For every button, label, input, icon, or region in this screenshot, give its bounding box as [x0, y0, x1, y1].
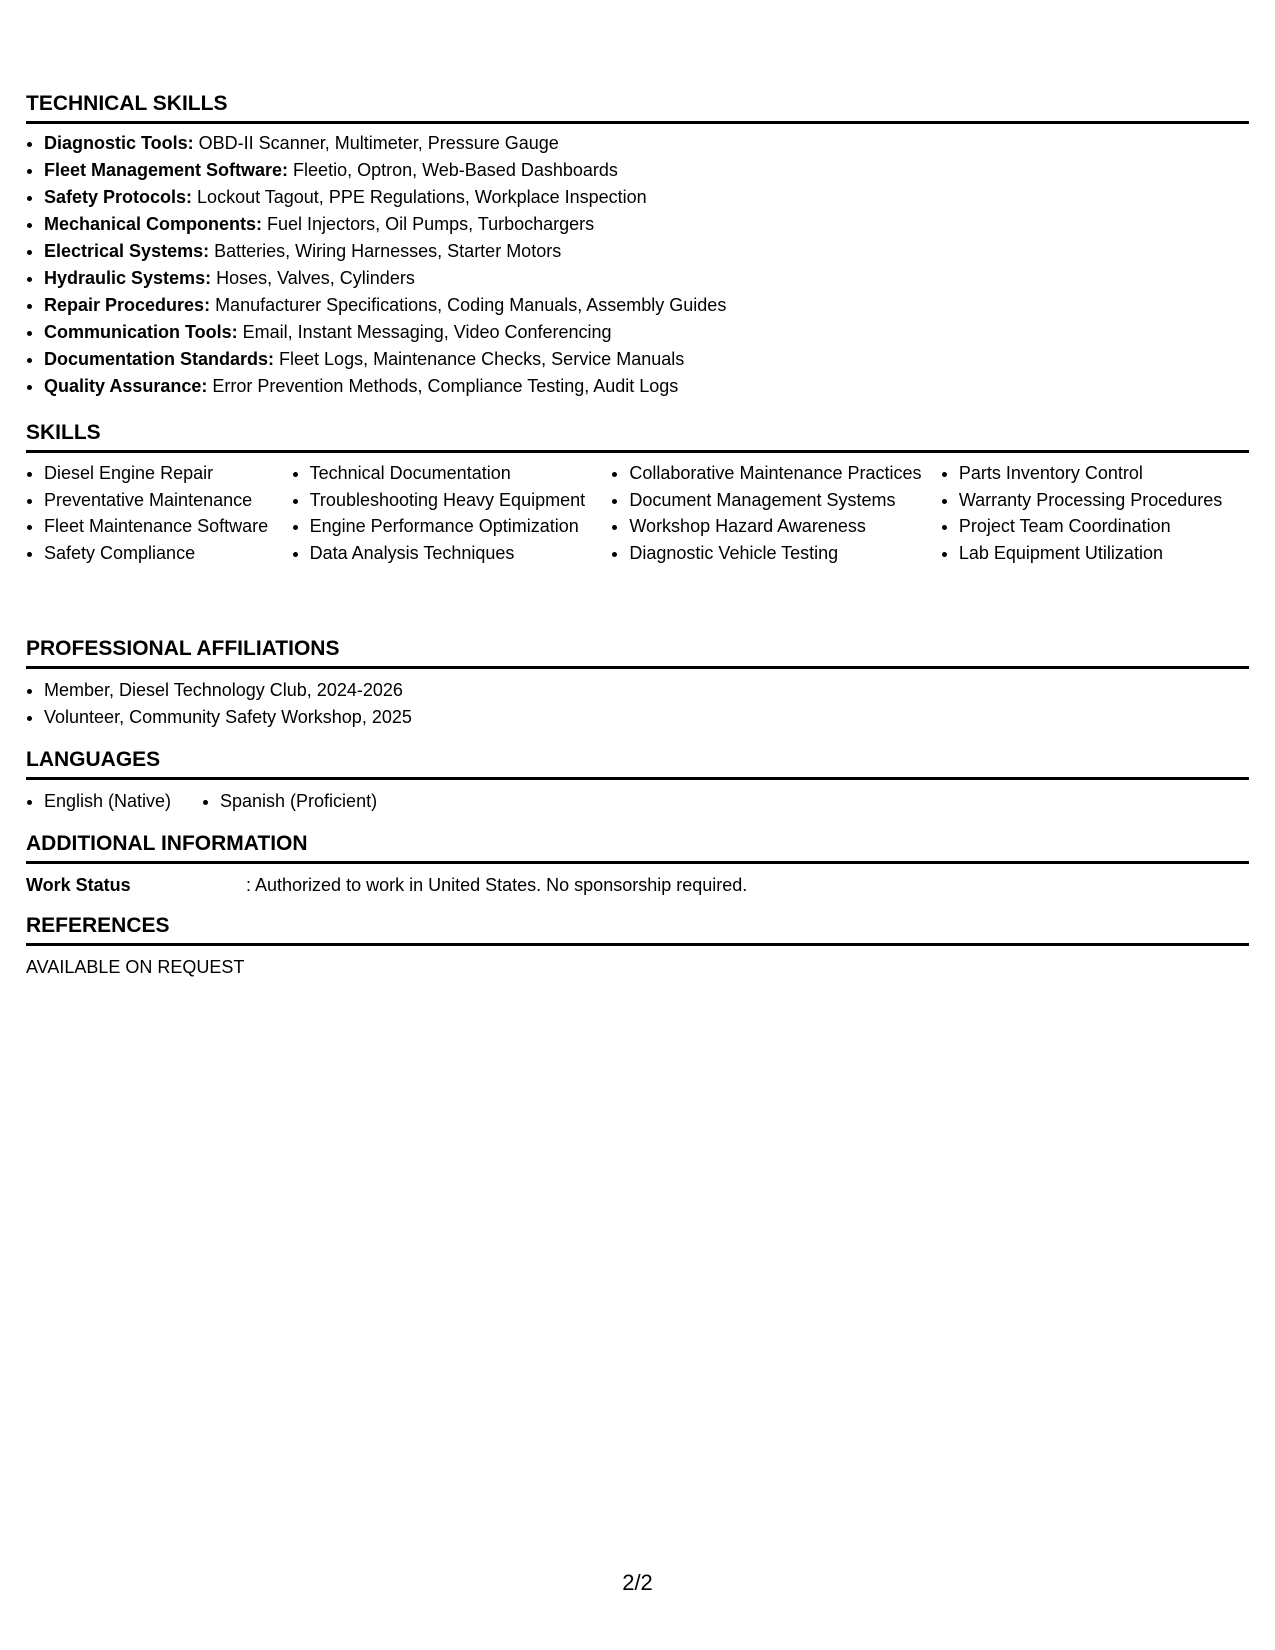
work-status-value: : Authorized to work in United States. No sponsorship required.: [246, 875, 748, 895]
work-status-label: Work Status: [26, 875, 131, 895]
list-item: • Diagnostic Tools: OBD-II Scanner, Multimeter, Pressure Gauge: [44, 130, 1249, 157]
technical-skills-list: [26, 130, 1249, 400]
section-divider: [26, 943, 1249, 946]
references-section: [26, 913, 1249, 980]
list-item: • Warranty Processing Procedures: [959, 488, 1249, 513]
section-divider: [26, 777, 1249, 780]
list-item: • Mechanical Components: Fuel Injectors, Oil Pumps, Turbochargers: [44, 211, 1249, 238]
list-item: • Technical Documentation: [310, 461, 612, 486]
skills-column: [611, 461, 940, 567]
affiliations-section: [26, 636, 1249, 731]
technical-skills-section: [26, 91, 1249, 400]
list-item: • Data Analysis Techniques: [310, 541, 612, 566]
skills-section: [26, 420, 1249, 567]
work-status-row: [26, 872, 1249, 898]
languages-heading: LANGUAGES: [26, 748, 161, 771]
list-item: • Documentation Standards: Fleet Logs, Maintenance Checks, Service Manuals: [44, 346, 1249, 373]
list-item: • Diagnostic Vehicle Testing: [629, 541, 940, 566]
list-item: • Member, Diesel Technology Club, 2024-2026: [44, 677, 1249, 704]
list-item: • Collaborative Maintenance Practices: [629, 461, 940, 486]
references-heading: REFERENCES: [26, 914, 170, 937]
list-item: • Diesel Engine Repair: [44, 461, 292, 486]
list-item: • Volunteer, Community Safety Workshop, 2025: [44, 704, 1249, 731]
skills-column: [941, 461, 1249, 567]
list-item: • Preventative Maintenance: [44, 488, 292, 513]
list-item: • Workshop Hazard Awareness: [629, 514, 940, 539]
section-divider: [26, 121, 1249, 124]
list-item: • Safety Compliance: [44, 541, 292, 566]
list-item: • English (Native): [44, 788, 202, 815]
list-item: • Electrical Systems: Batteries, Wiring Harnesses, Starter Motors: [44, 238, 1249, 265]
page-number: 2/2: [622, 1570, 653, 1595]
additional-info-section: [26, 831, 1249, 898]
technical-skills-heading: TECHNICAL SKILLS: [26, 92, 228, 115]
list-item: • Spanish (Proficient): [220, 788, 377, 815]
list-item: • Troubleshooting Heavy Equipment: [310, 488, 612, 513]
list-item: • Project Team Coordination: [959, 514, 1249, 539]
skills-column: [292, 461, 612, 567]
list-item: • Fleet Maintenance Software: [44, 514, 292, 539]
section-divider: [26, 666, 1249, 669]
list-item: • Fleet Management Software: Fleetio, Optron, Web-Based Dashboards: [44, 157, 1249, 184]
additional-info-heading: ADDITIONAL INFORMATION: [26, 832, 308, 855]
references-text: AVAILABLE ON REQUEST: [26, 957, 245, 977]
affiliations-list: [26, 677, 1249, 731]
list-item: • Document Management Systems: [629, 488, 940, 513]
list-item: • Repair Procedures: Manufacturer Specifications, Coding Manuals, Assembly Guides: [44, 292, 1249, 319]
list-item: • Communication Tools: Email, Instant Messaging, Video Conferencing: [44, 319, 1249, 346]
affiliations-heading: PROFESSIONAL AFFILIATIONS: [26, 637, 340, 660]
skills-heading: SKILLS: [26, 421, 101, 444]
list-item: • Lab Equipment Utilization: [959, 541, 1249, 566]
list-item: • Safety Protocols: Lockout Tagout, PPE Regulations, Workplace Inspection: [44, 184, 1249, 211]
list-item: • Quality Assurance: Error Prevention Methods, Compliance Testing, Audit Logs: [44, 373, 1249, 400]
section-divider: [26, 450, 1249, 453]
section-divider: [26, 861, 1249, 864]
skills-column: [26, 461, 292, 567]
list-item: • Hydraulic Systems: Hoses, Valves, Cylinders: [44, 265, 1249, 292]
languages-section: [26, 747, 1249, 815]
list-item: • Engine Performance Optimization: [310, 514, 612, 539]
list-item: • Parts Inventory Control: [959, 461, 1249, 486]
skills-columns: [26, 461, 1249, 567]
languages-list: [26, 788, 1249, 815]
